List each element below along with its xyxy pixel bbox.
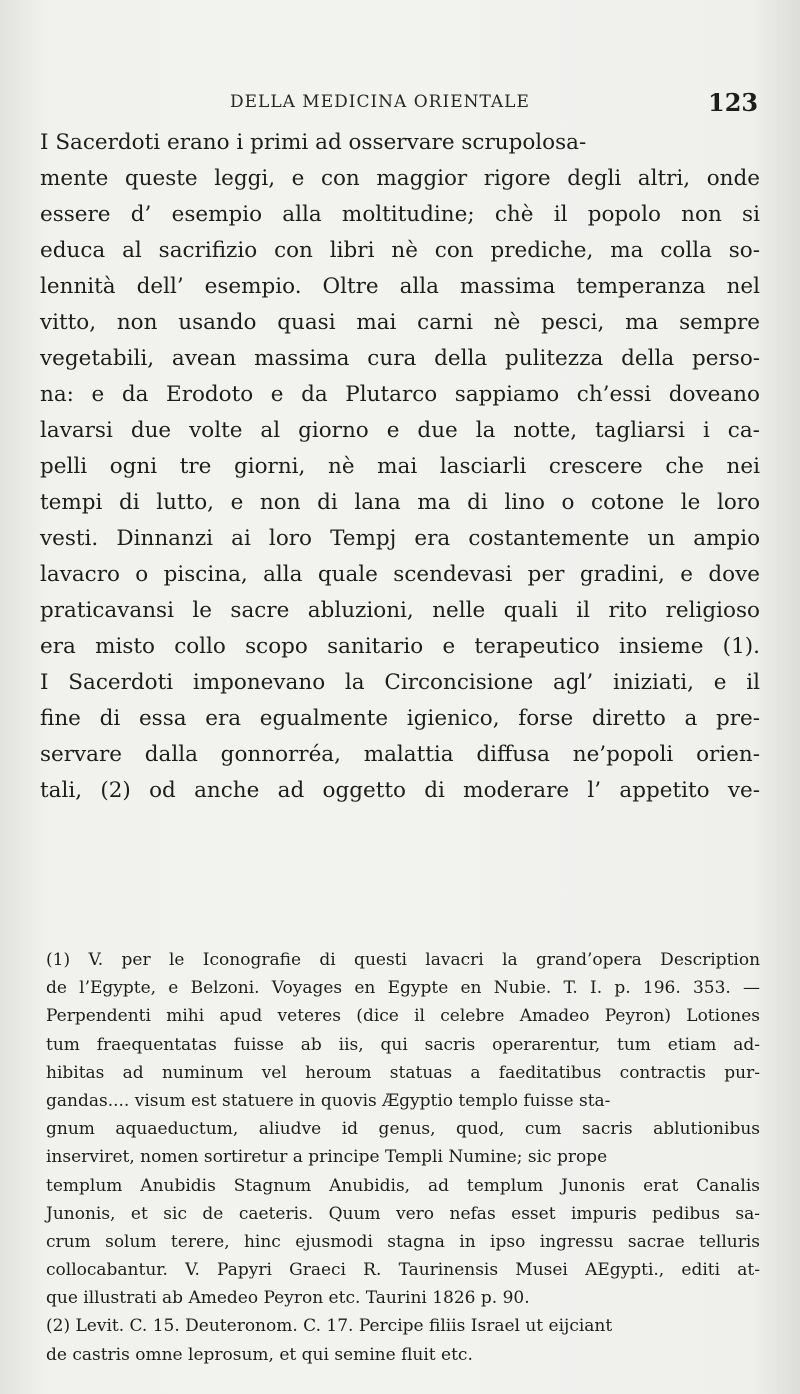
- footnote-line: collocabantur. V. Papyri Graeci R. Taurinensis Musei AEgypti., editi at-: [46, 1260, 760, 1281]
- footnote-line: (1) V. per le Iconografie di questi lavacri la grand’opera Description: [46, 950, 761, 970]
- footnote-line: que illustrati ab Amedeo Peyron etc. Taurini 1826 p. 90.: [46, 1288, 530, 1309]
- text-line: era misto collo scopo sanitario e terapeutico insieme (1).: [40, 634, 760, 659]
- footnote-line: tum fraequentatas fuisse ab iis, qui sacris operarentur, tum etiam ad-: [46, 1034, 760, 1055]
- text-line: fine di essa era egualmente igienico, forse diretto a pre-: [40, 706, 761, 731]
- footnote-line: hibitas ad numinum vel heroum statuas a faeditatibus contractis pur-: [46, 1062, 760, 1083]
- text-line: lennità dell’ esempio. Oltre alla massima temperanza nel: [40, 274, 761, 299]
- footnote-line: crum solum terere, hinc ejusmodi stagna in ipso ingressu sacrae telluris: [46, 1231, 761, 1252]
- text-line: lavarsi due volte al giorno e due la notte, tagliarsi i ca-: [40, 418, 760, 443]
- text-line: servare dalla gonnorréa, malattia diffusa ne’popoli orien-: [40, 742, 761, 767]
- footnote-line: gnum aquaeductum, aliudve id genus, quod, cum sacris ablutionibus: [46, 1119, 760, 1140]
- text-line: educa al sacrifizio con libri nè con prediche, ma colla so-: [40, 238, 761, 263]
- footnote-line: templum Anubidis Stagnum Anubidis, ad templum Junonis erat Canalis: [46, 1175, 760, 1196]
- text-line: essere d’ esempio alla moltitudine; chè il popolo non si: [40, 202, 760, 227]
- text-line: I Sacerdoti imponevano la Circoncisione agl’ iniziati, e il: [40, 670, 761, 695]
- text-line: tempi di lutto, e non di lana ma di lino o cotone le loro: [40, 490, 761, 515]
- footnote-line: Junonis, et sic de caeteris. Quum vero nefas esset impuris pedibus sa-: [46, 1203, 761, 1224]
- running-head: DELLA MEDICINA ORIENTALE: [230, 92, 530, 112]
- footnotes: [46, 946, 760, 1369]
- main-text: [40, 125, 760, 809]
- text-line: lavacro o piscina, alla quale scendevasi per gradini, e dove: [40, 562, 760, 587]
- text-line: vesti. Dinnanzi ai loro Tempj era costantemente un ampio: [40, 526, 761, 551]
- footnote-line: de l’Egypte, e Belzoni. Voyages en Egypte en Nubie. T. I. p. 196. 353. —: [46, 978, 761, 999]
- footnote-line: inserviret, nomen sortiretur a principe Templi Numine; sic prope: [46, 1147, 608, 1168]
- text-line: mente queste leggi, e con maggior rigore degli altri, onde: [40, 166, 760, 191]
- text-line: praticavansi le sacre abluzioni, nelle quali il rito religioso: [40, 598, 760, 623]
- text-line: tali, (2) od anche ad oggetto di moderare l’ appetito ve-: [40, 778, 760, 803]
- text-line: pelli ogni tre giorni, nè mai lasciarli crescere che nei: [40, 454, 760, 479]
- footnote-line: Perpendenti mihi apud veteres (dice il celebre Amadeo Peyron) Lotiones: [46, 1006, 761, 1027]
- footnote-line: (2) Levit. C. 15. Deuteronom. C. 17. Percipe filiis Israel ut eijciant: [46, 1316, 613, 1337]
- text-line: vitto, non usando quasi mai carni nè pesci, ma sempre: [40, 310, 760, 335]
- text-line: vegetabili, avean massima cura della pulitezza della perso-: [40, 346, 761, 371]
- text-line: na: e da Erodoto e da Plutarco sappiamo ch’essi doveano: [40, 382, 760, 407]
- footnote-line: de castris omne leprosum, et qui semine fluit etc.: [46, 1344, 473, 1365]
- page-number: 123: [708, 88, 759, 117]
- text-line: I Sacerdoti erano i primi ad osservare scrupolosa-: [40, 130, 587, 155]
- footnote-line: gandas.... visum est statuere in quovis Ægyptio templo fuisse sta-: [46, 1090, 611, 1111]
